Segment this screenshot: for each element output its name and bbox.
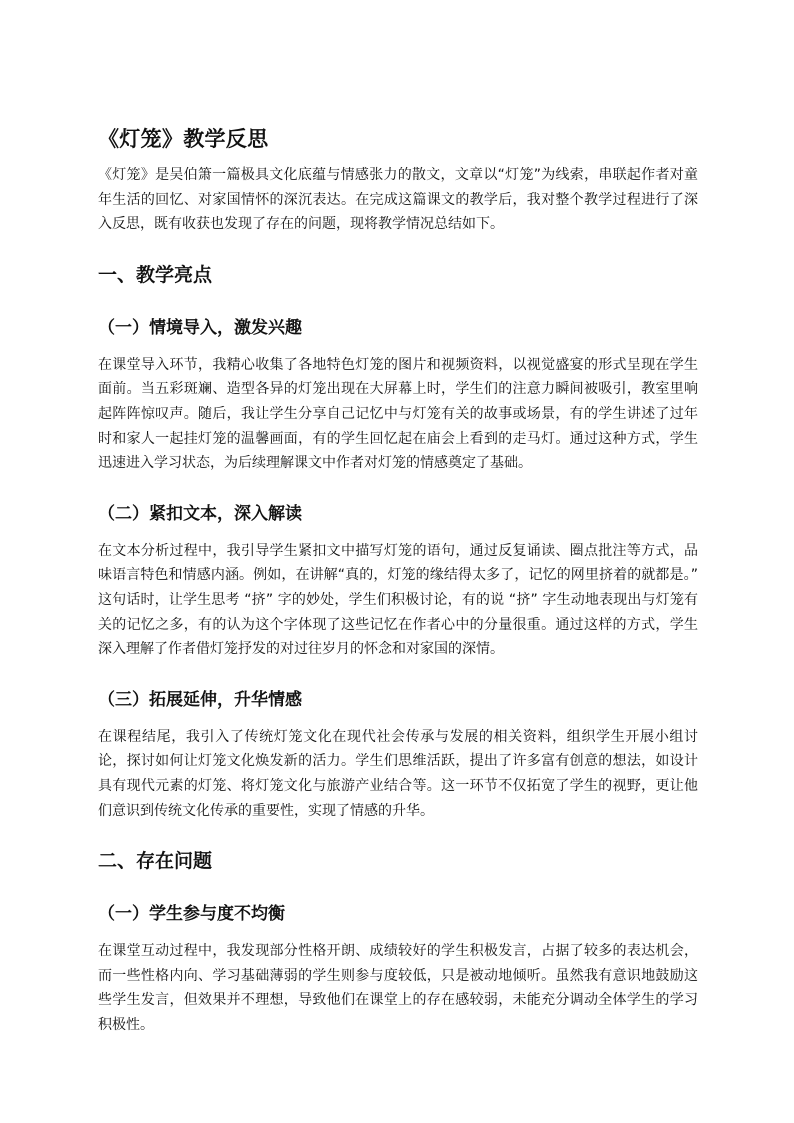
subsection-paragraph-extension: 在课程结尾，我引入了传统灯笼文化在现代社会传承与发展的相关资料，组织学生开展小组讨论，探讨如何让灯笼文化焕发新的活力。学生们思维活跃，提出了许多富有创意的想法，如设计具有现代元素的灯笼、将灯笼文化与旅游产业结合等。这一环节不仅拓宽了学生的视野，更让他们意识到传统文化传承的重要性，实现了情感的升华。 xyxy=(98,728,698,819)
document-title: 《灯笼》教学反思 xyxy=(98,127,269,151)
subsection-paragraph-situational-intro: 在课堂导入环节，我精心收集了各地特色灯笼的图片和视频资料，以视觉盛宴的形式呈现在学生面前。当五彩斑斓、造型各异的灯笼出现在大屏幕上时，学生们的注意力瞬间被吸引，教室里响起阵阵惊叹声。随后，我让学生分享自己记忆中与灯笼有关的故事或场景，有的学生讲述了过年时和家人一起挂灯笼的温馨画面，有的学生回忆起在庙会上看到的走马灯。通过这种方式，学生迅速进入学习状态，为后续理解课文中作者对灯笼的情感奠定了基础。 xyxy=(98,356,698,472)
subsection-heading-text-reading: （二）紧扣文本，深入解读 xyxy=(98,503,302,524)
section-heading-highlights: 一、教学亮点 xyxy=(98,263,213,286)
subsection-paragraph-participation: 在课堂互动过程中，我发现部分性格开朗、成绩较好的学生积极发言，占据了较多的表达机会，而一些性格内向、学习基础薄弱的学生则参与度较低，只是被动地倾听。虽然我有意识地鼓励这些学生发言，但效果并不理想，导致他们在课堂上的存在感较弱，未能充分调动全体学生的学习积极性。 xyxy=(98,943,698,1033)
document-page xyxy=(98,118,698,1037)
subsection-heading-participation: （一）学生参与度不均衡 xyxy=(98,904,285,925)
subsection-heading-situational-intro: （一）情境导入，激发兴趣 xyxy=(98,317,302,338)
subsection-heading-extension: （三）拓展延伸，升华情感 xyxy=(98,689,302,710)
intro-paragraph: 《灯笼》是吴伯箫一篇极具文化底蕴与情感张力的散文，文章以“灯笼”为线索，串联起作者对童年生活的回忆、对家国情怀的深沉表达。在完成这篇课文的教学后，我对整个教学过程进行了深入反思，既有收获也发现了存在的问题，现将教学情况总结如下。 xyxy=(98,167,698,233)
subsection-paragraph-text-reading: 在文本分析过程中，我引导学生紧扣文中描写灯笼的语句，通过反复诵读、圈点批注等方式，品味语言特色和情感内涵。例如，在讲解“真的，灯笼的缘结得太多了，记忆的网里挤着的就都是。” 这句话时，让学生思考 “挤” 字的妙处，学生们积极讨论，有的说 “挤” 字生动地表现出与灯笼有关的记忆之多，有的认为这个字体现了这些记忆在作者心中的分量很重。通过这样的方式，学生深入理解了作者借灯笼抒发的对过往岁月的怀念和对家国的深情。 xyxy=(98,542,698,658)
section-heading-problems: 二、存在问题 xyxy=(98,850,213,873)
